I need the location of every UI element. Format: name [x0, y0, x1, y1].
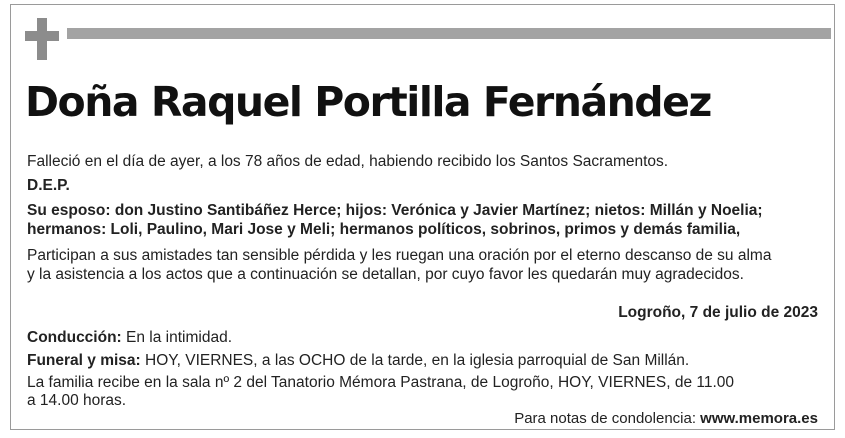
family-line-1: Su esposo: don Justino Santibáñez Herce; hijos: Verónica y Javier Martínez; nietos: Millán y Noelia; — [27, 202, 763, 219]
notice-line-2: y la asistencia a los actos que a continuación se detallan, por cuyo favor les quedarán muy agradecidos. — [27, 266, 744, 283]
funeral-label: Funeral y misa: — [27, 352, 141, 369]
obituary-card — [10, 4, 835, 430]
place-date: Logroño, 7 de julio de 2023 — [618, 304, 818, 321]
funeral-text: HOY, VIERNES, a las OCHO de la tarde, en la iglesia parroquial de San Millán. — [140, 352, 690, 369]
funeral-line — [27, 351, 689, 370]
deceased-name: Doña Raquel Portilla Fernández — [25, 78, 711, 126]
conduccion-line — [27, 328, 232, 347]
cross-icon — [25, 18, 59, 60]
dep-text: D.E.P. — [27, 177, 70, 194]
intro-text: Falleció en el día de ayer, a los 78 años de edad, habiendo recibido los Santos Sacramentos. — [27, 153, 669, 170]
notice-line-1: Participan a sus amistades tan sensible pérdida y les ruegan una oración por el eterno descanso de su alma — [27, 247, 772, 264]
condolence-label: Para notas de condolencia: — [514, 410, 701, 427]
visitation-line-2: a 14.00 horas. — [27, 392, 127, 409]
visitation-line-1: La familia recibe en la sala nº 2 del Tanatorio Mémora Pastrana, de Logroño, HOY, VIERNES, de 11.00 — [27, 374, 735, 391]
conduccion-label: Conducción: — [27, 329, 122, 346]
family-line-2: hermanos: Loli, Paulino, Mari Jose y Meli; hermanos políticos, sobrinos, primos y demás familia, — [27, 221, 741, 238]
header-rule — [67, 28, 831, 39]
conduccion-text: En la intimidad. — [121, 329, 232, 346]
condolence-website-link[interactable]: www.memora.es — [700, 410, 818, 427]
condolence-footer — [514, 409, 818, 428]
